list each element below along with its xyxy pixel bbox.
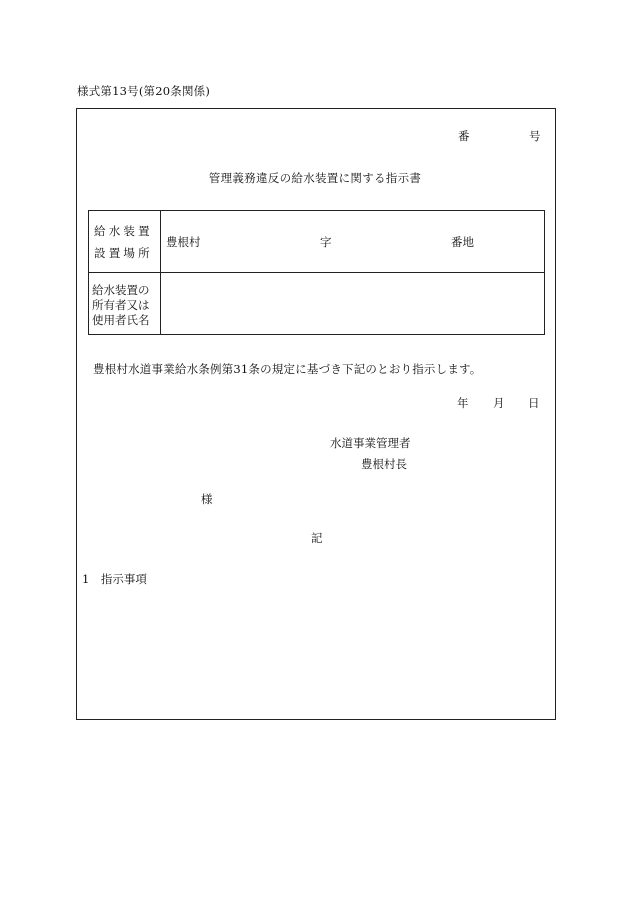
recipient-honorific: 様 [201,492,213,506]
location-village: 豊根村 [166,235,201,249]
location-label-line2: 設置場所 [94,246,153,260]
owner-label-line3: 使用者氏名 [92,313,150,327]
location-aza: 字 [320,235,332,249]
location-label-line1: 給水装置 [94,224,153,238]
owner-label-line1: 給水装置の [92,283,150,297]
instruction-item-1: 1 指示事項 [82,572,147,586]
document-number-suffix: 号 [529,129,541,143]
date-year: 年 [457,396,469,410]
issuer-title: 水道事業管理者 [330,436,411,450]
document-frame [76,108,556,720]
info-table [88,210,545,335]
table-divider-horizontal [89,272,544,273]
date-day: 日 [528,396,540,410]
document-number-label: 番 [458,129,470,143]
ki-heading: 記 [311,531,323,545]
document-title: 管理義務違反の給水装置に関する指示書 [208,171,422,185]
date-month: 月 [493,396,505,410]
location-banchi: 番地 [451,235,474,249]
instruction-text: 豊根村水道事業給水条例第31条の規定に基づき下記のとおり指示します。 [93,362,482,376]
issuer-name: 豊根村長 [361,457,407,471]
owner-label-line2: 所有者又は [92,298,150,312]
form-number-label: 様式第13号(第20条関係) [77,84,211,98]
